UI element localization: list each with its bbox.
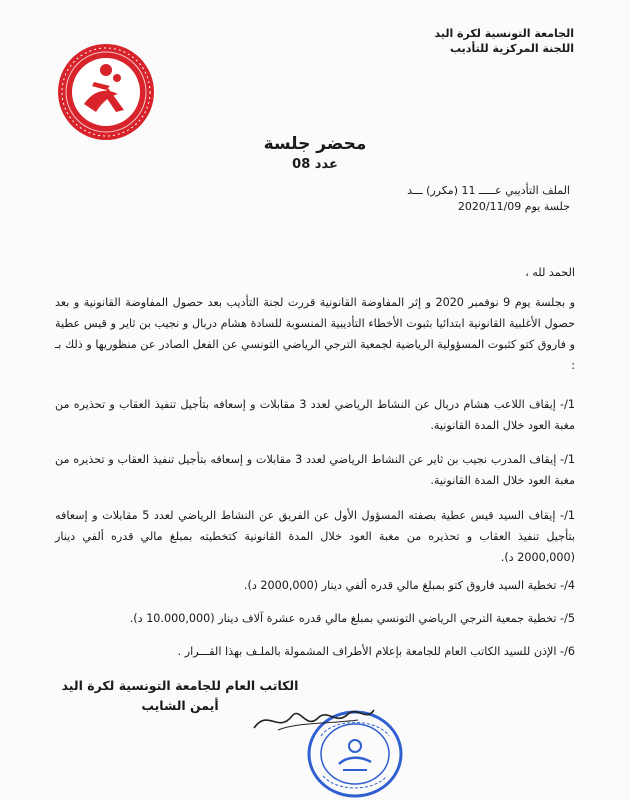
federation-name: الجامعة التونسية لكرة اليد [434, 27, 574, 40]
document-title: محضر جلسة [263, 134, 367, 154]
session-number: عدد 08 [292, 157, 338, 172]
decision-text: 4/- تخطية السيد فاروق كتو بمبلغ مالي قدره ألفي دينار (2000,000 د). [243, 579, 575, 592]
greeting [55, 262, 575, 283]
session-date: جلسة يوم 2020/11/09 [457, 200, 570, 213]
federation-logo-icon [54, 40, 158, 144]
decision-item-3 [55, 505, 575, 568]
letterhead [434, 26, 574, 56]
signatory-name: أيمن الشايب [141, 698, 219, 713]
decision-item-4 [55, 575, 575, 596]
case-meta [407, 183, 570, 215]
decision-text: 6/- الإذن للسيد الكاتب العام للجامعة بإعلام الأطراف المشمولة بالملـف بهذا القـــرار . [177, 645, 575, 658]
signatory-role: الكاتب العام للجامعة التونسية لكرة اليد [61, 678, 299, 693]
greeting-text: الحمد لله ، [525, 266, 575, 279]
decision-text: 1/- إيقاف السيد قيس عطية بصفته المسؤول الأول عن الفريق عن النشاط الرياضي لعدد 5 مقابلات و إسعافه بتأجيل تنفيذ العقاب و تحذيره من مغبة العود خلال المدة القانونية كتخطيته بمبلغ مالي قدره ألفي دينار (2000,000 د). [55, 509, 575, 564]
committee-name: اللجنة المركزية للتأديب [450, 42, 574, 55]
file-reference: الملف التأديبي عـــــ 11 (مكرر) ـــد [407, 184, 570, 197]
decision-item-6 [55, 641, 575, 662]
decision-item-1 [55, 394, 575, 436]
intro-paragraph: و بجلسة يوم 9 نوفمبر 2020 و إثر المفاوضة القانونية قررت لجنة التأديب بعد حصول المفاوضة القانونية و بعد حصول الأغلبية القانونية ابتدائيا بثبوت الأخطاء التأديبية المنسوبة للسادة هشام دربال و نجيب بن ثاير و قيس عطية و فاروق كتو كثبوت المسؤولية الرياضية لجمعية الترجي الرياضي التونسي عن الفعل الصادر عن منظوريها و ذلك بـ : [55, 296, 575, 372]
handwritten-signature-icon [248, 700, 378, 740]
decision-text: 5/- تخطية جمعية الترجي الرياضي التونسي بمبلغ مالي قدره عشرة آلاف دينار (10.000,000 د). [129, 612, 575, 625]
decision-text: 1/- إيقاف اللاعب هشام دربال عن النشاط الرياضي لعدد 3 مقابلات و إسعافه بتأجيل تنفيذ العقاب و تحذيره من مغبة العود خلال المدة القانونية. [55, 398, 575, 432]
decision-text: 1/- إيقاف المدرب نجيب بن ثاير عن النشاط الرياضي لعدد 3 مقابلات و إسعافه بتأجيل تنفيذ العقاب و تحذيره من مغبة العود خلال المدة القانونية. [55, 453, 576, 487]
decision-intro [55, 292, 575, 376]
decision-item-5 [55, 608, 575, 629]
decision-item-2 [55, 449, 575, 491]
